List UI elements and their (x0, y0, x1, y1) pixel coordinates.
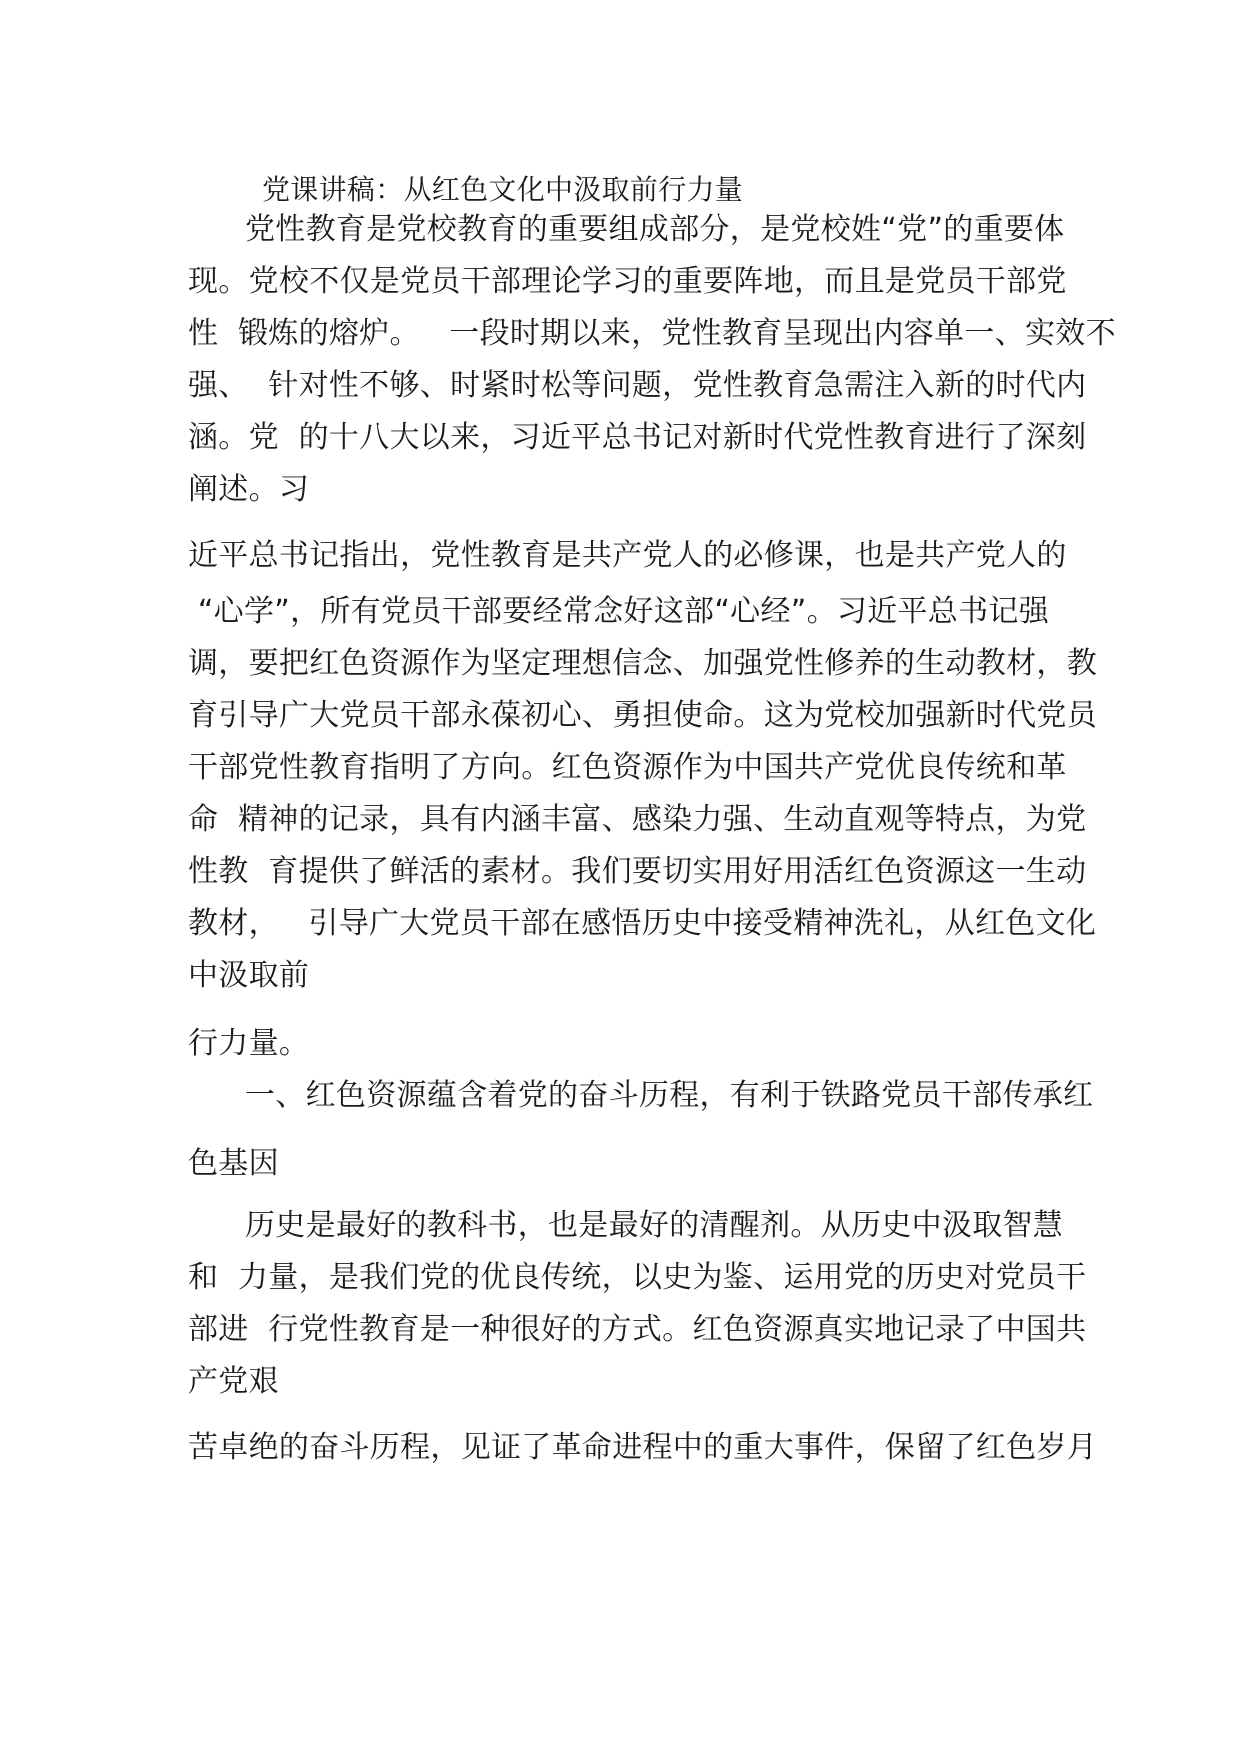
paragraph-line: 部进 行党性教育是一种很好的方式。红色资源真实地记录了中国共 (188, 1312, 1087, 1347)
paragraph-line: 现。党校不仅是党员干部理论学习的重要阵地，而且是党员干部党 (188, 264, 1067, 299)
paragraph-line: “心学”，所有党员干部要经常念好这部“心经”。习近平总书记强 (188, 594, 1050, 629)
document-title: 党课讲稿：从红色文化中汲取前行力量 (262, 173, 744, 206)
section-heading-line: 一、红色资源蕴含着党的奋斗历程，有利于铁路党员干部传承红 (245, 1078, 1094, 1113)
paragraph-line: 育引导广大党员干部永葆初心、勇担使命。这为党校加强新时代党员 (188, 698, 1097, 733)
paragraph-line: 教材， 引导广大党员干部在感悟历史中接受精神洗礼，从红色文化 (188, 906, 1097, 941)
paragraph-line: 近平总书记指出，党性教育是共产党人的必修课，也是共产党人的 (188, 538, 1067, 573)
paragraph-line: 性教 育提供了鲜活的素材。我们要切实用好用活红色资源这一生动 (188, 854, 1087, 889)
paragraph-line: 阐述。习 (188, 472, 310, 507)
paragraph-line: 调，要把红色资源作为坚定理想信念、加强党性修养的生动教材，教 (188, 646, 1097, 681)
paragraph-line: 和 力量，是我们党的优良传统，以史为鉴、运用党的历史对党员干 (188, 1260, 1087, 1295)
paragraph-line: 干部党性教育指明了方向。红色资源作为中国共产党优良传统和革 (188, 750, 1067, 785)
section-heading-line: 色基因 (188, 1146, 279, 1181)
paragraph-line: 党性教育是党校教育的重要组成部分，是党校姓“党”的重要体 (245, 212, 1065, 247)
paragraph-line: 历史是最好的教科书，也是最好的清醒剂。从历史中汲取智慧 (245, 1208, 1064, 1243)
paragraph-line: 涵。党 的十八大以来，习近平总书记对新时代党性教育进行了深刻 (188, 420, 1087, 455)
paragraph-line: 命 精神的记录，具有内涵丰富、感染力强、生动直观等特点，为党 (188, 802, 1087, 837)
paragraph-line: 性 锻炼的熔炉。 一段时期以来，党性教育呈现出内容单一、实效不 (188, 316, 1116, 351)
paragraph-line: 强、 针对性不够、时紧时松等问题，党性教育急需注入新的时代内 (188, 368, 1087, 403)
paragraph-line: 苦卓绝的奋斗历程，见证了革命进程中的重大事件，保留了红色岁月 (188, 1430, 1097, 1465)
paragraph-line: 行力量。 (188, 1026, 310, 1061)
paragraph-line: 产党艰 (188, 1364, 279, 1399)
paragraph-line: 中汲取前 (188, 958, 310, 993)
